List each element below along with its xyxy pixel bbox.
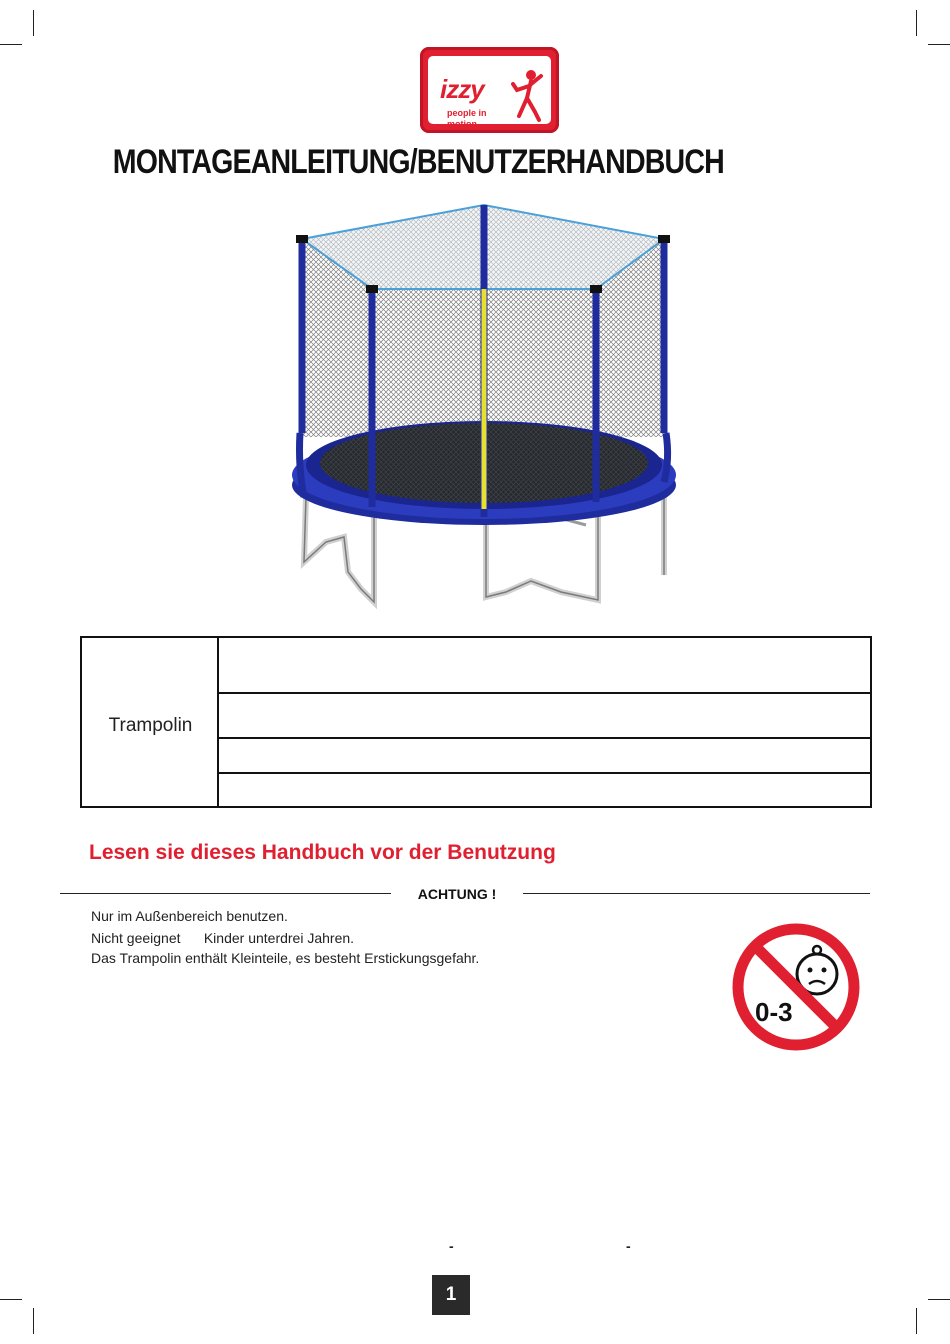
warning-line: Das Trampolin enthält Kleinteile, es besteht Erstickungsgefahr. bbox=[91, 950, 480, 966]
page-title: MONTAGEANLEITUNG/BENUTZERHANDBUCH bbox=[112, 143, 724, 181]
logo-inner-panel bbox=[428, 56, 551, 129]
logo-tagline: people in motion bbox=[447, 108, 487, 129]
crop-mark-top-right-v bbox=[916, 10, 917, 36]
logo-brand-text: izzy bbox=[440, 74, 484, 104]
divider-left bbox=[60, 893, 391, 894]
table-row bbox=[219, 774, 870, 808]
table-label: Trampolin bbox=[108, 715, 193, 736]
table-row bbox=[219, 694, 870, 739]
achtung-title: ACHTUNG ! bbox=[417, 886, 497, 902]
table-row bbox=[219, 739, 870, 774]
izzy-logo bbox=[420, 47, 559, 133]
not-for-children-under-3-icon bbox=[731, 922, 861, 1052]
product-info-table bbox=[80, 636, 872, 808]
divider-right bbox=[523, 893, 870, 894]
footer-dash-left: - bbox=[449, 1238, 454, 1254]
crop-mark-bottom-right-h bbox=[928, 1299, 950, 1300]
crop-mark-bottom-right-v bbox=[916, 1308, 917, 1334]
warning-line: Nur im Außenbereich benutzen. bbox=[91, 908, 288, 924]
table-row bbox=[219, 638, 870, 694]
crop-mark-top-left-h bbox=[0, 44, 22, 45]
table-label-cell bbox=[82, 638, 219, 806]
footer-dash-right: - bbox=[626, 1238, 631, 1254]
age-range-text: 0-3 bbox=[755, 997, 793, 1027]
warning-line: Nicht geeignet Kinder unterdrei Jahren. bbox=[91, 930, 355, 946]
crop-mark-bottom-left-h bbox=[0, 1299, 22, 1300]
crop-mark-bottom-left-v bbox=[33, 1308, 34, 1334]
read-manual-heading: Lesen sie dieses Handbuch vor der Benutzung bbox=[89, 841, 556, 864]
crop-mark-top-right-h bbox=[928, 44, 950, 45]
page-number: 1 bbox=[432, 1275, 470, 1315]
crop-mark-top-left-v bbox=[33, 10, 34, 36]
trampoline-with-safety-net-icon bbox=[286, 197, 686, 615]
running-figure-icon bbox=[509, 68, 545, 124]
